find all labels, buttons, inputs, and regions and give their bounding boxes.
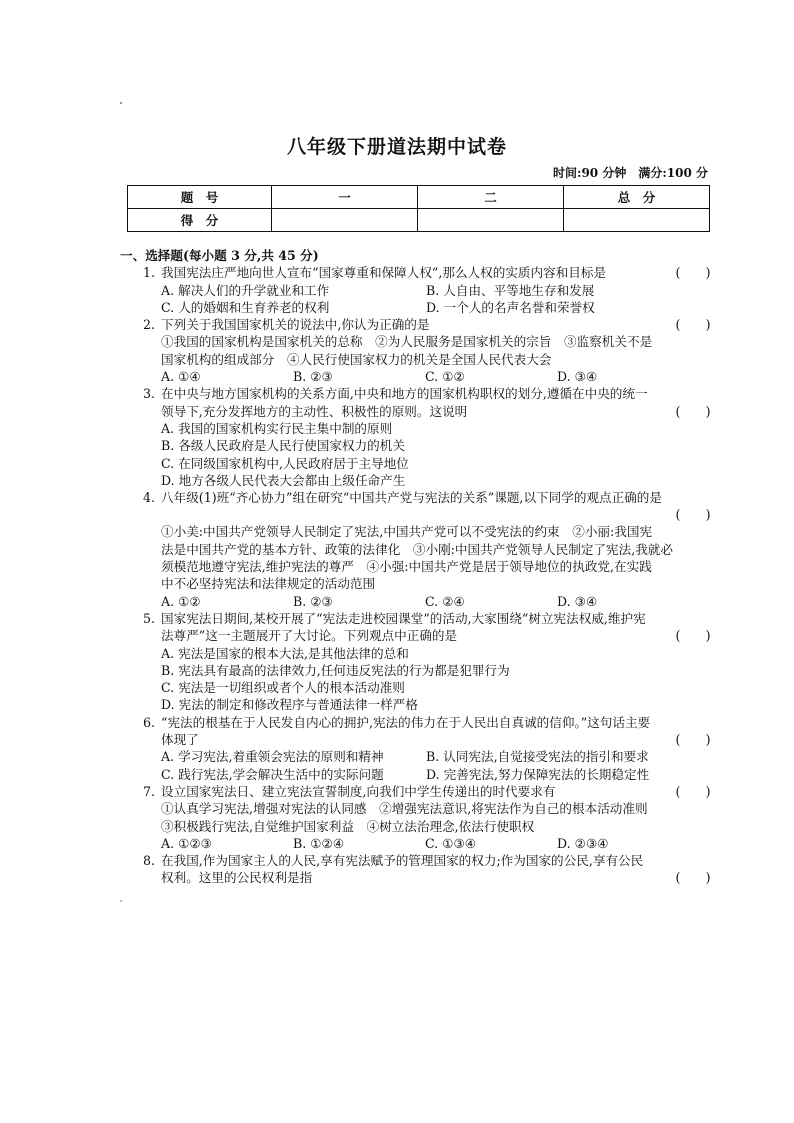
- answer-paren[interactable]: ( ): [675, 732, 711, 748]
- scan-speck: [120, 900, 122, 902]
- page-title: 八年级下册道法期中试卷: [286, 136, 507, 158]
- question-number: 4.: [143, 490, 156, 506]
- question-5: [141, 610, 712, 714]
- option: B. ②③: [293, 593, 333, 609]
- statement-line: 中不必坚持宪法和法律规定的活动范围: [161, 576, 376, 592]
- answer-paren[interactable]: ( ): [675, 628, 711, 644]
- question-number: 6.: [143, 714, 156, 730]
- option: C. 在同级国家机构中,人民政府居于主导地位: [161, 455, 409, 471]
- score-cell: 二: [418, 186, 564, 209]
- option: A. ①②: [161, 593, 201, 609]
- option: D. ③④: [557, 369, 598, 385]
- statement-line: ①我国的国家机构是国家机关的总称 ②为人民服务是国家机关的宗旨 ③监察机关不是: [161, 334, 653, 350]
- statement-line: ①小美:中国共产党领导人民制定了宪法,中国共产党可以不受宪法的约束 ②小丽:我国宪: [161, 524, 653, 540]
- answer-paren[interactable]: ( ): [675, 317, 711, 333]
- question-4: [141, 489, 712, 610]
- question-8: [141, 852, 712, 887]
- option: C. ①②: [425, 369, 465, 385]
- option: B. 各级人民政府是人民行使国家权力的机关: [161, 438, 405, 454]
- score-table-score-row: [128, 209, 710, 232]
- question-number: 8.: [143, 853, 156, 869]
- question-number: 1.: [143, 265, 156, 281]
- question-3: [141, 385, 712, 489]
- score-table: [127, 185, 710, 232]
- statement-line: 须模范地遵守宪法,维护宪法的尊严 ④小强:中国共产党是居于领导地位的执政党,在实践: [161, 559, 652, 575]
- option: D. 地方各级人民代表大会都由上级任命产生: [161, 472, 406, 488]
- question-stem-continued: 权利。这里的公民权利是指: [161, 870, 313, 886]
- answer-paren[interactable]: ( ): [675, 783, 711, 799]
- score-input-cell[interactable]: [418, 209, 564, 232]
- option: C. 践行宪法,学会解决生活中的实际问题: [161, 766, 384, 782]
- score-table-header-row: [128, 186, 710, 209]
- question-stem: 在我国,作为国家主人的人民,享有宪法赋予的管理国家的权力;作为国家的公民,享有公民: [161, 853, 644, 869]
- question-stem-continued: 领导下,充分发挥地方的主动性、积极性的原则。这说明: [161, 403, 468, 419]
- score-cell: 题 号: [128, 186, 272, 209]
- question-stem: 国家宪法日期间,某校开展了“宪法走进校园课堂”的活动,大家围绕“树立宪法权威,维护宪: [161, 610, 646, 626]
- question-stem: 设立国家宪法日、建立宪法宣誓制度,向我们中学生传递出的时代要求有: [161, 783, 556, 799]
- answer-paren[interactable]: ( ): [675, 403, 711, 419]
- option: A. ①④: [161, 369, 201, 385]
- option: A. 宪法是国家的根本大法,是其他法律的总和: [161, 645, 409, 661]
- question-stem-continued: 法尊严”这一主题展开了大讨论。下列观点中正确的是: [161, 628, 458, 644]
- question-stem: 八年级(1)班“齐心协力”组在研究“中国共产党与宪法的关系”课题,以下同学的观点正确的是: [161, 490, 662, 506]
- option: C. ②④: [425, 593, 465, 609]
- question-stem: 我国宪法庄严地向世人宣布“国家尊重和保障人权”,那么人权的实质内容和目标是: [161, 265, 607, 281]
- score-input-cell[interactable]: [272, 209, 418, 232]
- question-number: 2.: [143, 317, 156, 333]
- question-number: 3.: [143, 386, 156, 402]
- option: A. ①②③: [161, 835, 212, 851]
- question-stem: “宪法的根基在于人民发自内心的拥护,宪法的伟力在于人民出自真诚的信仰。”这句话主要: [161, 714, 651, 730]
- option: A. 解决人们的升学就业和工作: [161, 282, 330, 298]
- option: C. 宪法是一切组织或者个人的根本活动准则: [161, 680, 405, 696]
- score-input-cell[interactable]: [564, 209, 710, 232]
- question-2: [141, 316, 712, 385]
- answer-paren[interactable]: ( ): [675, 507, 711, 523]
- option: A. 我国的国家机构实行民主集中制的原则: [161, 420, 393, 436]
- option: D. ②③④: [557, 835, 609, 851]
- option: D. 一个人的名声名誉和荣誉权: [426, 299, 595, 315]
- statement-line: ③积极践行宪法,自觉维护国家利益 ④树立法治理念,依法行使职权: [161, 818, 535, 834]
- section-heading: 一、选择题(每小题 3 分,共 45 分): [120, 248, 319, 263]
- question-1: [141, 264, 712, 316]
- scan-speck: [120, 102, 122, 104]
- question-stem-continued: 体现了: [161, 732, 199, 748]
- question-stem: 下列关于我国国家机关的说法中,你认为正确的是: [161, 317, 430, 333]
- question-6: [141, 714, 712, 783]
- score-cell: 一: [272, 186, 418, 209]
- option: B. 认同宪法,自觉接受宪法的指引和要求: [426, 749, 649, 765]
- answer-paren[interactable]: ( ): [675, 870, 711, 886]
- exam-time-score: 时间:90 分钟 满分:100 分: [553, 166, 708, 180]
- option: B. 宪法具有最高的法律效力,任何违反宪法的行为都是犯罪行为: [161, 662, 510, 678]
- option: B. ②③: [293, 369, 333, 385]
- option: C. ①③④: [425, 835, 477, 851]
- statement-line: ①认真学习宪法,增强对宪法的认同感 ②增强宪法意识,将宪法作为自己的根本活动准则: [161, 801, 648, 817]
- question-7: [141, 783, 712, 852]
- question-number: 7.: [143, 783, 156, 799]
- score-cell: 总 分: [564, 186, 710, 209]
- option: B. 人自由、平等地生存和发展: [426, 282, 595, 298]
- option: A. 学习宪法,着重领会宪法的原则和精神: [161, 749, 384, 765]
- option: D. 宪法的制定和修改程序与普通法律一样严格: [161, 697, 418, 713]
- option: C. 人的婚姻和生育养老的权利: [161, 299, 330, 315]
- question-stem: 在中央与地方国家机构的关系方面,中央和地方的国家机构职权的划分,遵循在中央的统一: [161, 386, 648, 402]
- statement-line: 国家机构的组成部分 ④人民行使国家权力的机关是全国人民代表大会: [161, 351, 552, 367]
- option: D. ③④: [557, 593, 598, 609]
- score-cell: 得 分: [128, 209, 272, 232]
- question-number: 5.: [143, 610, 156, 626]
- questions: [120, 247, 712, 887]
- answer-paren[interactable]: ( ): [675, 265, 711, 281]
- option: D. 完善宪法,努力保障宪法的长期稳定性: [426, 766, 650, 782]
- option: B. ①②④: [293, 835, 345, 851]
- statement-line: 法是中国共产党的基本方针、政策的法律化 ③小刚:中国共产党领导人民制定了宪法,我就必: [161, 541, 673, 557]
